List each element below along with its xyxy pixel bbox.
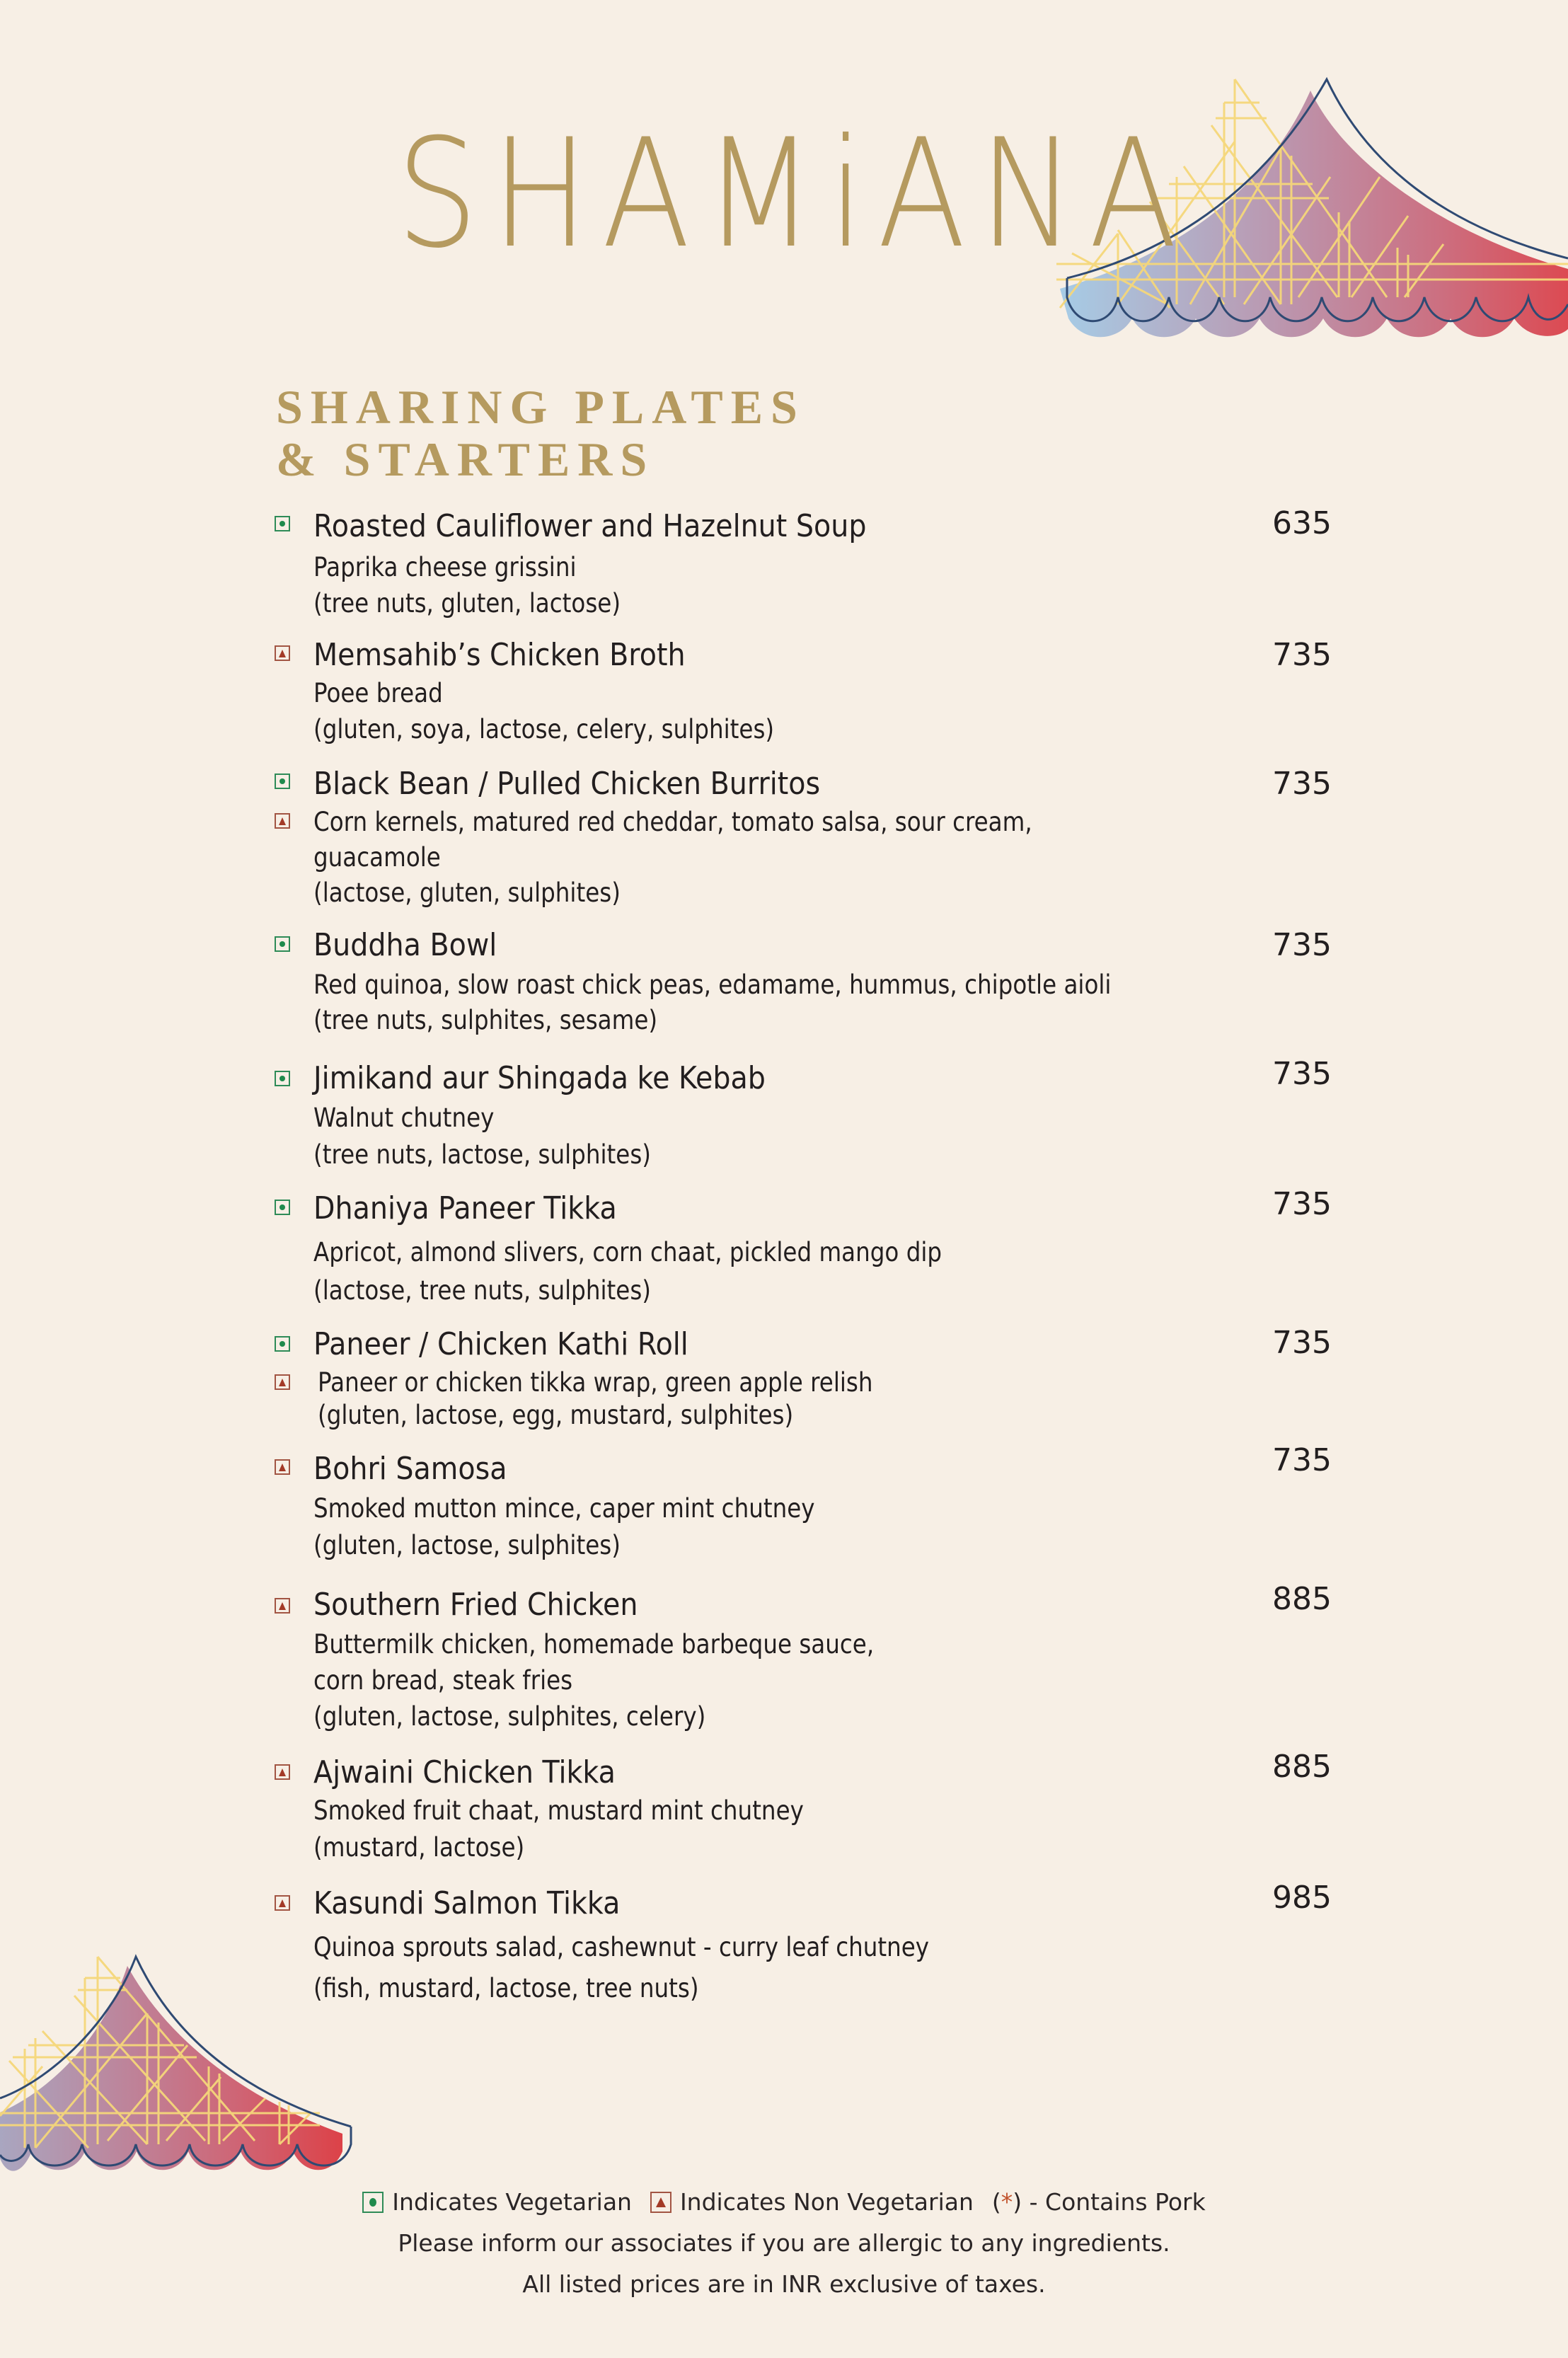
item-description: Apricot, almond slivers, corn chaat, pickled mango dip (313, 1237, 942, 1267)
veg-icon (275, 773, 290, 789)
item-allergens: (fish, mustard, lactose, tree nuts) (313, 1973, 699, 2003)
item-allergens: (gluten, soya, lactose, celery, sulphites) (313, 714, 775, 744)
item-description: Corn kernels, matured red cheddar, tomato salsa, sour cream, (313, 807, 1032, 837)
item-price: 885 (1272, 1581, 1332, 1617)
section-heading-line1: SHARING PLATES (276, 380, 805, 434)
non-veg-legend-icon (650, 2192, 671, 2213)
item-allergens: (gluten, lactose, sulphites, celery) (313, 1701, 706, 1732)
item-name: Black Bean / Pulled Chicken Burritos (313, 766, 821, 802)
item-price: 735 (1272, 1186, 1332, 1222)
item-allergens: (gluten, lactose, sulphites) (313, 1530, 621, 1560)
item-name: Ajwaini Chicken Tikka (313, 1754, 616, 1790)
legend-pork-label (992, 2188, 1206, 2216)
legend-pork-prefix: ( (991, 2188, 1001, 2216)
non-veg-icon (275, 1374, 290, 1390)
item-price: 735 (1272, 637, 1332, 673)
item-description: Walnut chutney (313, 1103, 495, 1133)
item-description: Paprika cheese grissini (313, 552, 577, 582)
item-price: 735 (1272, 1442, 1332, 1478)
item-allergens: (gluten, lactose, egg, mustard, sulphites) (318, 1400, 794, 1430)
non-veg-icon (275, 1598, 290, 1614)
legend-pork-suffix: ) - Contains Pork (1013, 2188, 1206, 2216)
item-price: 735 (1272, 1325, 1332, 1361)
item-allergens: (tree nuts, lactose, sulphites) (313, 1139, 652, 1170)
item-price: 735 (1272, 766, 1332, 802)
non-veg-icon (275, 1895, 290, 1911)
item-price: 635 (1272, 505, 1332, 541)
item-name: Dhaniya Paneer Tikka (313, 1190, 617, 1226)
allergy-note: Please inform our associates if you are allergic to any ingredients. (398, 2229, 1170, 2257)
item-description: Smoked fruit chaat, mustard mint chutney (313, 1795, 804, 1826)
item-description: Paneer or chicken tikka wrap, green apple relish (318, 1367, 873, 1398)
item-price: 885 (1272, 1749, 1332, 1785)
veg-icon (275, 1336, 290, 1352)
item-description: Buttermilk chicken, homemade barbeque sauce, (313, 1629, 875, 1660)
non-veg-icon (275, 1459, 290, 1475)
section-heading-line2: & STARTERS (276, 432, 655, 486)
item-allergens: (lactose, gluten, sulphites) (313, 878, 621, 908)
veg-legend-icon (362, 2192, 384, 2213)
item-name: Buddha Bowl (313, 927, 497, 963)
restaurant-logo-title: SHAMiANA (396, 106, 1191, 281)
price-note: All listed prices are in INR exclusive of taxes. (522, 2270, 1046, 2298)
item-description: Red quinoa, slow roast chick peas, edamame, hummus, chipotle aioli (313, 970, 1112, 1000)
non-veg-icon (275, 645, 290, 661)
item-name: Jimikand aur Shingada ke Kebab (313, 1060, 766, 1096)
veg-icon (275, 1071, 290, 1086)
item-description-cont: guacamole (313, 842, 441, 873)
veg-icon (275, 516, 290, 531)
item-name: Memsahib’s Chicken Broth (313, 637, 686, 673)
diet-legend (0, 2188, 1568, 2216)
item-description: Poee bread (313, 678, 443, 708)
section-heading (276, 381, 805, 485)
item-price: 735 (1272, 1056, 1332, 1092)
non-veg-icon (275, 813, 290, 829)
non-veg-icon (275, 1764, 290, 1780)
item-name: Paneer / Chicken Kathi Roll (313, 1326, 688, 1362)
veg-icon (275, 936, 290, 952)
veg-icon (275, 1200, 290, 1215)
item-allergens: (tree nuts, gluten, lactose) (313, 588, 621, 619)
item-name: Bohri Samosa (313, 1451, 507, 1487)
item-description: Smoked mutton mince, caper mint chutney (313, 1493, 815, 1524)
pork-asterisk-icon: * (1001, 2188, 1013, 2216)
item-name: Kasundi Salmon Tikka (313, 1885, 621, 1921)
item-allergens: (lactose, tree nuts, sulphites) (313, 1275, 652, 1306)
item-allergens: (mustard, lactose) (313, 1832, 525, 1863)
item-description-cont: corn bread, steak fries (313, 1665, 573, 1696)
item-allergens: (tree nuts, sulphites, sesame) (313, 1005, 658, 1035)
item-name: Roasted Cauliflower and Hazelnut Soup (313, 508, 867, 544)
legend-non-veg-label: Indicates Non Vegetarian (679, 2188, 974, 2216)
item-description: Quinoa sprouts salad, cashewnut - curry leaf chutney (313, 1932, 930, 1962)
item-name: Southern Fried Chicken (313, 1587, 638, 1623)
item-price: 735 (1272, 927, 1332, 963)
item-price: 985 (1272, 1880, 1332, 1916)
legend-veg-label: Indicates Vegetarian (392, 2188, 632, 2216)
